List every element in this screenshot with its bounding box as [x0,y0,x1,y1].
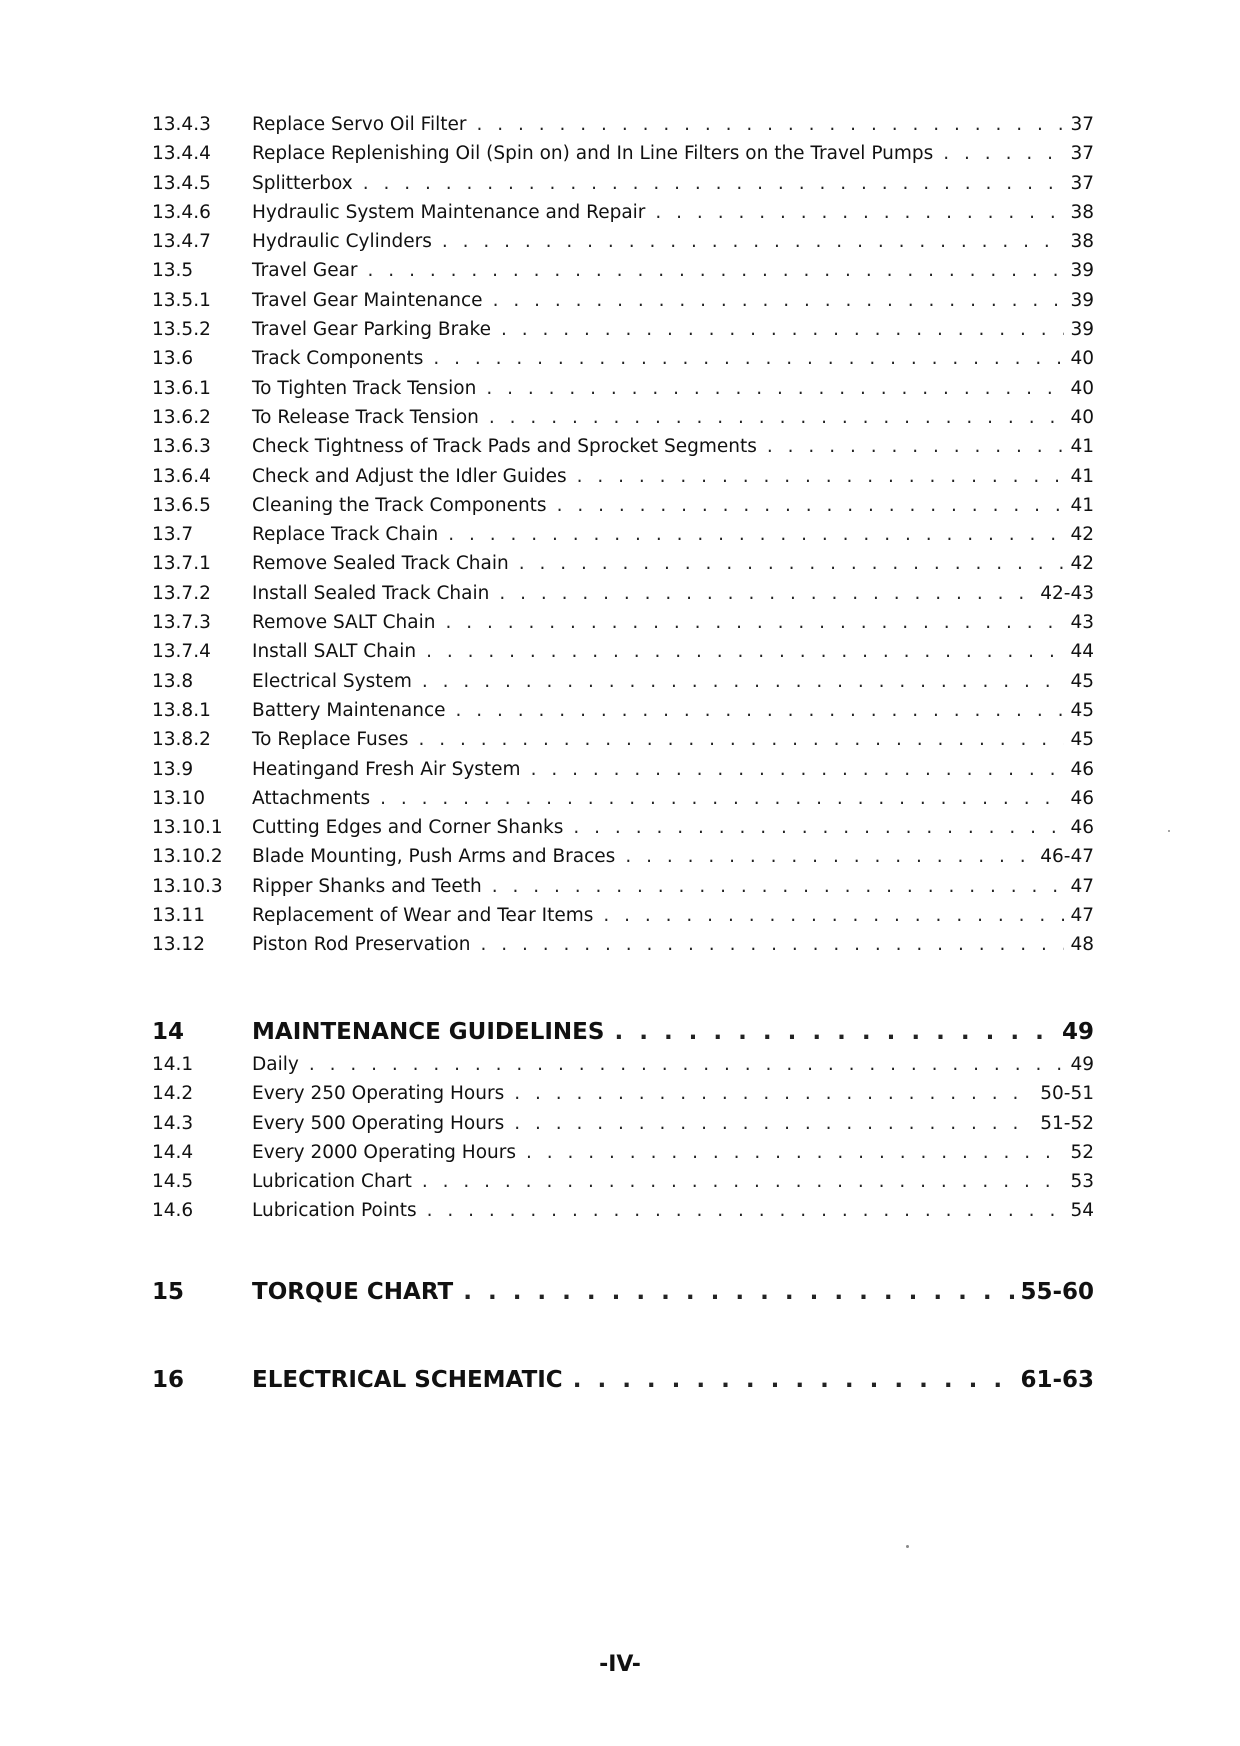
toc-heading-16[interactable] [152,1362,1094,1398]
toc-entry-number: 13.4.3 [152,114,211,135]
dot-leader [531,755,1065,784]
toc-entry-title: Travel Gear Parking Brake [252,319,491,341]
toc-entry-title: Install Sealed Track Chain [252,582,490,604]
toc-section-15 [152,1274,1094,1310]
toc-entry-title: Every 2000 Operating Hours [252,1141,516,1163]
toc-entry-number: 13.8.2 [152,729,211,751]
toc-entry-title: Ripper Shanks and Teeth [252,875,482,897]
toc-entry-number: 13.5.2 [152,319,211,341]
toc-entry-title: Cleaning the Track Components [252,494,547,516]
dot-leader [422,1167,1065,1196]
dot-leader [489,403,1065,432]
toc-entry-title: Replace Track Chain [252,524,439,546]
toc-entry-title: Cutting Edges and Corner Shanks [252,817,564,839]
toc-entry-number: 13.4.7 [152,231,211,253]
toc-entry[interactable] [152,1196,1094,1225]
toc-entry-number: 13.9 [152,758,194,780]
toc-entry[interactable] [152,344,1094,373]
toc-entry-number: 14.5 [152,1171,194,1193]
toc-entry-number: 13.6.2 [152,406,211,428]
toc-entry[interactable] [152,110,1094,139]
toc-entry[interactable] [152,462,1094,491]
scan-speck [1168,830,1170,832]
toc-heading-page: 61-63 [1020,1367,1094,1393]
dot-leader [442,227,1065,256]
toc-entry[interactable] [152,198,1094,227]
toc-entry-title: Blade Mounting, Push Arms and Braces [252,846,616,868]
toc-entry-page: 41 [1070,465,1094,487]
toc-entry-number: 13.4.6 [152,201,211,223]
toc-entry-page: 51-52 [1040,1112,1094,1134]
toc-entry-title: To Release Track Tension [252,406,479,428]
toc-entry[interactable] [152,549,1094,578]
dot-leader [614,1014,1056,1050]
toc-entry-page: 48 [1070,934,1094,956]
toc-entry-page: 45 [1070,670,1094,692]
toc-entry-title: Replace Servo Oil Filter [252,114,467,135]
page-number: -IV- [599,1652,641,1677]
toc-entry-page: 46-47 [1040,846,1094,868]
toc-entry[interactable] [152,696,1094,725]
dot-leader [501,315,1064,344]
toc-entry-number: 14.1 [152,1054,194,1075]
dot-leader [368,256,1065,285]
toc-entry-title: Check and Adjust the Idler Guides [252,465,567,487]
toc-entry[interactable] [152,579,1094,608]
toc-heading-number: 16 [152,1367,185,1393]
toc-entry-title: Attachments [252,787,371,809]
toc-entry-number: 13.7.3 [152,612,211,634]
toc-entry-title: Electrical System [252,670,412,692]
toc-entry-number: 13.10.3 [152,875,223,897]
toc-entry-title: Splitterbox [252,172,353,194]
toc-entry-page: 41 [1070,494,1094,516]
toc-entry-title: Track Components [252,348,424,370]
toc-entry-title: Travel Gear Maintenance [252,289,483,311]
dot-leader [603,901,1064,930]
toc-entry-page: 47 [1070,905,1094,927]
toc-entry-number: 13.6.1 [152,377,211,399]
toc-entry-page: 46 [1070,787,1094,809]
toc-entry-number: 14.4 [152,1141,194,1163]
toc-entry-title: Battery Maintenance [252,699,446,721]
toc-entry-title: Install SALT Chain [252,641,417,663]
toc-entry-number: 13.8.1 [152,699,211,721]
toc-entry-number: 14.6 [152,1200,194,1222]
dot-leader [422,667,1065,696]
toc-heading-number: 14 [152,1019,185,1045]
toc-heading-14[interactable] [152,1014,1094,1050]
toc-entry[interactable] [152,637,1094,666]
toc-entry-number: 13.5 [152,260,194,282]
toc-entry-number: 13.7.2 [152,582,211,604]
toc-entry-page: 37 [1070,172,1094,194]
toc-entry-number: 13.10 [152,787,205,809]
dot-leader [380,784,1064,813]
toc-heading-title: MAINTENANCE GUIDELINES [252,1019,605,1045]
dot-leader [486,374,1064,403]
dot-leader [655,198,1064,227]
dot-leader [492,872,1065,901]
dot-leader [426,637,1064,666]
toc-entry[interactable] [152,725,1094,754]
toc-section-14 [152,1014,1094,1226]
toc-entry[interactable] [152,813,1094,842]
toc-entry-page: 54 [1070,1200,1094,1222]
toc-entry-number: 13.10.2 [152,846,223,868]
toc-entry-page: 42 [1070,524,1094,546]
toc-entry[interactable] [152,901,1094,930]
toc-entry-number: 14.3 [152,1112,194,1134]
toc-entry-number: 13.6 [152,348,194,370]
toc-entry[interactable] [152,755,1094,784]
toc-entry[interactable] [152,842,1094,871]
toc-entry-title: Lubrication Chart [252,1171,412,1193]
toc-entry[interactable] [152,374,1094,403]
dot-leader [456,696,1065,725]
dot-leader [526,1138,1064,1167]
dot-leader [514,1109,1034,1138]
toc-entry-title: To Replace Fuses [252,729,409,751]
toc-entry-title: To Tighten Track Tension [252,377,477,399]
toc-section-16 [152,1362,1094,1398]
toc-entry[interactable] [152,227,1094,256]
toc-entry-title: Daily [252,1054,299,1075]
toc-entry-page: 38 [1070,231,1094,253]
dot-leader [519,549,1065,578]
toc-entry-title: Heatingand Fresh Air System [252,758,521,780]
toc-entry-number: 13.12 [152,934,205,956]
toc-entry[interactable] [152,667,1094,696]
dot-leader [448,520,1064,549]
toc-heading-number: 15 [152,1279,185,1305]
toc-entry-page: 40 [1070,377,1094,399]
toc-heading-15[interactable] [152,1274,1094,1310]
toc-entry[interactable] [152,608,1094,637]
toc-entry-page: 46 [1070,817,1094,839]
toc-entry-number: 13.4.5 [152,172,211,194]
toc-entry[interactable] [152,1050,1094,1079]
toc-entry-page: 47 [1070,875,1094,897]
toc-entry[interactable] [152,1079,1094,1108]
toc-entry[interactable] [152,784,1094,813]
toc-entry-page: 37 [1070,114,1094,135]
toc-entry-number: 13.6.4 [152,465,211,487]
dot-leader [463,1274,1014,1310]
toc-entry-number: 13.10.1 [152,817,223,839]
dot-leader [445,608,1064,637]
toc-entry-page: 39 [1070,260,1094,282]
dot-leader [625,842,1034,871]
toc-entry[interactable] [152,930,1094,959]
toc-entry[interactable] [152,491,1094,520]
toc-entry-page: 45 [1070,699,1094,721]
toc-entry-number: 13.11 [152,905,205,927]
toc-entry-page: 46 [1070,758,1094,780]
toc-entry[interactable] [152,432,1094,461]
dot-leader [514,1079,1034,1108]
dot-leader [573,1362,1015,1398]
toc-entry[interactable] [152,256,1094,285]
toc-entry-title: Lubrication Points [252,1200,417,1222]
toc-entry-number: 13.4.4 [152,143,211,165]
toc-entry-title: Replacement of Wear and Tear Items [252,905,594,927]
toc-entry-title: Piston Rod Preservation [252,934,471,956]
dot-leader [577,462,1065,491]
toc-entry-page: 42-43 [1040,582,1094,604]
dot-leader [493,286,1065,315]
toc-entry-number: 13.6.3 [152,436,211,458]
toc-entry-number: 14.2 [152,1083,194,1105]
toc-entry-page: 41 [1070,436,1094,458]
toc-entry-page: 40 [1070,406,1094,428]
toc-entry-title: Every 250 Operating Hours [252,1083,505,1105]
dot-leader [480,930,1064,959]
toc-entry-page: 50-51 [1040,1083,1094,1105]
toc-entry-number: 13.6.5 [152,494,211,516]
toc-entry-number: 13.7.1 [152,553,211,575]
dot-leader [476,110,1064,139]
toc-entry-page: 44 [1070,641,1094,663]
dot-leader [767,432,1065,461]
toc-entry[interactable] [152,1167,1094,1196]
toc-heading-title: TORQUE CHART [252,1279,454,1305]
toc-entry-title: Replace Replenishing Oil (Spin on) and In Line Filters on the Travel Pumps [252,143,934,165]
toc-heading-title: ELECTRICAL SCHEMATIC [252,1367,563,1393]
dot-leader [418,725,1064,754]
toc-entry[interactable] [152,1109,1094,1138]
dot-leader [433,344,1064,373]
dot-leader [943,139,1064,168]
toc-entry[interactable] [152,872,1094,901]
dot-leader [427,1196,1065,1225]
toc-entry-page: 39 [1070,319,1094,341]
toc-heading-page: 49 [1061,1019,1094,1045]
toc-entry[interactable] [152,1138,1094,1167]
toc-entry[interactable] [152,520,1094,549]
toc-entry-page: 52 [1070,1141,1094,1163]
toc-entry-page: 49 [1070,1054,1094,1075]
toc-entry-page: 37 [1070,143,1094,165]
toc-entry[interactable] [152,403,1094,432]
toc-entry-title: Every 500 Operating Hours [252,1112,505,1134]
dot-leader [499,579,1034,608]
toc-entry-number: 13.7 [152,524,194,546]
toc-entry-page: 53 [1070,1171,1094,1193]
toc-entry-number: 13.5.1 [152,289,211,311]
dot-leader [309,1050,1065,1079]
dot-leader [557,491,1065,520]
toc-entry[interactable] [152,169,1094,198]
toc-entry-number: 13.8 [152,670,194,692]
toc-entry[interactable] [152,139,1094,168]
toc-entry[interactable] [152,315,1094,344]
toc-entry-page: 43 [1070,612,1094,634]
toc-entry-number: 13.7.4 [152,641,211,663]
dot-leader [573,813,1064,842]
toc-entry-title: Remove Sealed Track Chain [252,553,509,575]
scan-speck [906,1545,909,1548]
toc-heading-page: 55-60 [1020,1279,1094,1305]
toc-entry[interactable] [152,286,1094,315]
toc-entry-page: 42 [1070,553,1094,575]
toc-entry-title: Check Tightness of Track Pads and Sprocket Segments [252,436,757,458]
toc-entry-page: 45 [1070,729,1094,751]
toc-entry-title: Hydraulic Cylinders [252,231,432,253]
toc-entry-title: Remove SALT Chain [252,612,436,634]
toc-entry-title: Hydraulic System Maintenance and Repair [252,201,646,223]
toc-entry-title: Travel Gear [252,260,358,282]
toc-section-14-items [152,1050,1094,1226]
toc-entry-page: 38 [1070,201,1094,223]
dot-leader [363,169,1065,198]
toc-section-13 [152,110,1094,960]
toc-entry-page: 40 [1070,348,1094,370]
toc-entry-page: 39 [1070,289,1094,311]
